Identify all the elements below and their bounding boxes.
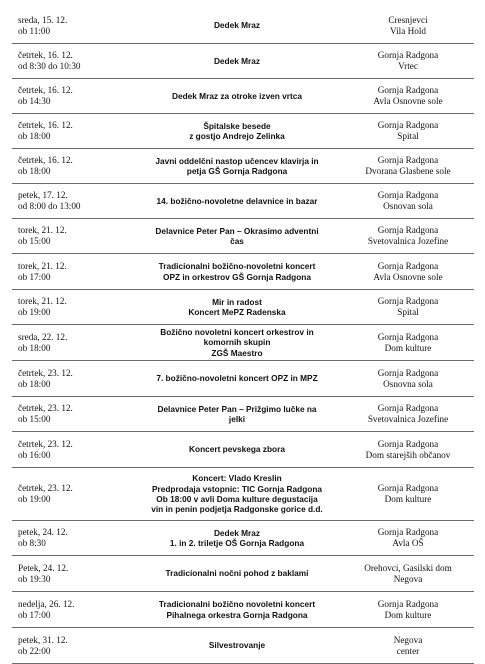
event-location: Gornja Radgona Osnovan sola: [377, 190, 439, 211]
event-location: Gornja Radgona Avla Osnovne sole: [373, 260, 443, 282]
event-location: Gornja Radgona Svetovalnica Jozefine: [367, 403, 449, 424]
event-location: Gornja Radgona Dom kulture: [377, 598, 439, 620]
event-title: Dedek Mraz: [213, 55, 261, 66]
event-row: [12, 397, 474, 432]
event-row: [12, 325, 474, 361]
event-title: Dedek Mraz 1. in 2. triletje OŠ Gornja Radgona: [169, 527, 305, 548]
events-table: [12, 8, 474, 664]
event-row: [12, 219, 474, 254]
event-row: [12, 432, 474, 468]
event-date: torek, 21. 12. ob 17:00: [18, 260, 67, 282]
event-location: Gornja Radgona Spital: [377, 296, 439, 317]
event-row: [12, 44, 474, 79]
event-row: [12, 8, 474, 44]
event-location: Gornja Radgona Dvorana Glasbene sole: [365, 155, 451, 176]
event-location: Gornja Radgona Avla Osnovne sole: [373, 85, 443, 106]
event-date: sreda, 15. 12. ob 11:00: [18, 14, 68, 36]
event-title: Delavnice Peter Pan – Prižgimo lučke na jelki: [157, 403, 317, 424]
event-date: četrtek, 16. 12. ob 18:00: [18, 120, 73, 141]
event-location: Gornja Radgona Osnovna sola: [377, 367, 439, 389]
event-date: četrtek, 23. 12. ob 16:00: [18, 438, 73, 460]
event-title: Tradicionalni nočni pohod z baklami: [165, 568, 309, 579]
event-date: petek, 24. 12. ob 8:30: [18, 527, 68, 548]
event-date: nedelja, 26. 12. ob 17:00: [18, 598, 75, 620]
event-location: Orehovci, Gasilski dom Negova: [364, 562, 452, 584]
event-row: [12, 254, 474, 290]
event-title: 14. božično-novoletne delavnice in bazar: [156, 195, 318, 206]
event-date: sreda, 22. 12. ob 18:00: [18, 331, 68, 353]
event-date: četrtek, 16. 12. ob 18:00: [18, 155, 73, 176]
event-row: [12, 361, 474, 397]
event-title: Dedek Mraz za otroke izven vrtca: [171, 90, 303, 101]
event-location: Negova center: [393, 634, 423, 656]
event-row: [12, 290, 474, 325]
event-row: [12, 468, 474, 521]
event-row: [12, 628, 474, 664]
event-title: Javni oddelčni nastop učencev klavirja in petja GŠ Gornja Radgona: [155, 155, 319, 176]
event-date: torek, 21. 12. ob 19:00: [18, 296, 67, 317]
event-location: Gornja Radgona Svetovalnica Jozefine: [367, 225, 449, 246]
event-title: Božično novoletni koncert orkestrov in komornih skupin ZGŠ Maestro: [160, 327, 314, 358]
event-title: 7. božično-novoletni koncert OPZ in MPZ: [156, 373, 318, 384]
event-row: [12, 592, 474, 628]
event-row: [12, 149, 474, 184]
event-date: četrtek, 23. 12. ob 18:00: [18, 367, 73, 389]
event-title: Silvestrovanje: [208, 640, 266, 651]
event-location: Gornja Radgona Spital: [377, 120, 439, 141]
event-location: Gornja Radgona Avla OŠ: [377, 527, 439, 548]
event-title: Tradicionalni božično-novoletni koncert OPZ in orkestrov GŠ Gornja Radgona: [158, 261, 316, 282]
event-title: Koncert pevskega zbora: [189, 444, 285, 455]
event-row: [12, 79, 474, 114]
event-location: Gornja Radgona Dom kulture: [377, 331, 439, 353]
event-location: Cresnjevci Vila Hold: [388, 14, 428, 36]
event-location: Gornja Radgona Vrtec: [377, 50, 439, 71]
event-title: Špitalske besede z gostjo Andrejo Zelinka: [189, 120, 285, 141]
event-date: četrtek, 16. 12. ob 14:30: [18, 85, 73, 106]
event-date: četrtek, 16. 12. od 8:30 do 10:30: [18, 50, 81, 71]
event-date: četrtek, 23. 12. ob 15:00: [18, 403, 73, 424]
event-title: Tradicionalni božično novoletni koncert Pihalnega orkestra Gornja Radgona: [158, 599, 316, 620]
event-row: [12, 184, 474, 219]
event-location: Gornja Radgona Dom kulture: [377, 483, 439, 504]
event-date: Petek, 24. 12. ob 19:30: [18, 562, 69, 584]
event-date: četrtek, 23. 12. ob 19:00: [18, 483, 73, 504]
event-row: [12, 114, 474, 149]
event-date: petek, 31. 12. ob 22:00: [18, 634, 68, 656]
event-title: Mir in radost Koncert MePZ Radenska: [188, 296, 286, 317]
event-location: Gornja Radgona Dom starejših občanov: [365, 438, 451, 460]
event-date: petek, 17. 12. od 8:00 do 13:00: [18, 190, 81, 211]
event-date: torek, 21. 12. ob 15:00: [18, 225, 67, 246]
event-row: [12, 556, 474, 592]
event-row: [12, 521, 474, 556]
event-title: Koncert: Vlado Kreslin Predprodaja vstopnic: TIC Gornja Radgona Ob 18:00 v avli Doma kulture degustacija vin in penin podjetja Radgonske gorice d.d.: [151, 473, 323, 515]
event-title: Delavnice Peter Pan – Okrasimo adventni čas: [155, 225, 319, 246]
event-title: Dedek Mraz: [213, 20, 261, 31]
